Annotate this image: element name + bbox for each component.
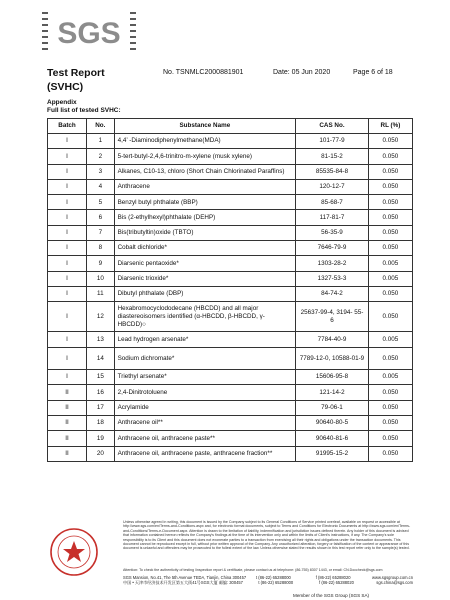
rl-cell: 0.050 xyxy=(368,149,412,164)
batch-cell: I xyxy=(48,134,87,149)
substance-cell: Acrylamide xyxy=(114,400,295,415)
table-row xyxy=(48,225,413,240)
table-row xyxy=(48,332,413,347)
substance-cell: Anthracene oil** xyxy=(114,415,295,430)
batch-cell: I xyxy=(48,179,87,194)
cas-cell: 81-15-2 xyxy=(296,149,369,164)
report-header xyxy=(47,67,413,101)
rl-cell: 0.050 xyxy=(368,210,412,225)
batch-cell: I xyxy=(48,302,87,332)
substance-cell: Hexabromocyclododecane (HBCDD) and all major diastereoisomers identified (α-HBCDD, β-HBCDD, γ-HBCDD)○ xyxy=(114,302,295,332)
no-cell: 7 xyxy=(87,225,115,240)
cas-cell: 85-68-7 xyxy=(296,195,369,210)
table-row xyxy=(48,286,413,301)
table-row xyxy=(48,164,413,179)
telephone: t (86-22) 65288000 xyxy=(256,575,291,580)
no-cell: 3 xyxy=(87,164,115,179)
rl-cell: 0.005 xyxy=(368,256,412,271)
company-seal-icon xyxy=(49,527,99,577)
column-header-cas: CAS No. xyxy=(296,119,369,134)
substance-cell: 2,4-Dinitrotoluene xyxy=(114,385,295,400)
table-row xyxy=(48,149,413,164)
authenticity-notice: Attention: To check the authenticity of testing /inspection report & certificate, please contact us at telephone: (86-755) 8307 1443, or email: CN.Doccheck@sgs.com xyxy=(123,568,383,572)
batch-cell: I xyxy=(48,332,87,347)
batch-cell: II xyxy=(48,431,87,446)
telephone: t (86-22) 65288000 xyxy=(258,580,294,586)
no-cell: 19 xyxy=(87,431,115,446)
rl-cell: 0.050 xyxy=(368,302,412,332)
page-footer xyxy=(47,519,413,599)
rl-cell: 0.050 xyxy=(368,241,412,256)
appendix-title: Appendix xyxy=(47,99,77,106)
batch-cell: I xyxy=(48,286,87,301)
no-cell: 13 xyxy=(87,332,115,347)
report-subtitle: (SVHC) xyxy=(47,81,84,93)
rl-cell: 0.050 xyxy=(368,446,412,461)
appendix-subtitle: Full list of tested SVHC: xyxy=(47,107,121,114)
cas-cell: 15606-95-8 xyxy=(296,370,369,385)
column-header-no: No. xyxy=(87,119,115,134)
batch-cell: I xyxy=(48,241,87,256)
substance-cell: 4,4’ -Diaminodiphenylmethane(MDA) xyxy=(114,134,295,149)
table-row xyxy=(48,241,413,256)
substance-cell: 5-tert-butyl-2,4,6-trinitro-m-xylene (musk xylene) xyxy=(114,149,295,164)
substance-cell: Anthracene xyxy=(114,179,295,194)
substance-cell: Dibutyl phthalate (DBP) xyxy=(114,286,295,301)
no-cell: 9 xyxy=(87,256,115,271)
website-link[interactable]: www.sgsgroup.com.cn xyxy=(372,575,413,580)
table-row xyxy=(48,431,413,446)
svg-text:SGS: SGS xyxy=(57,17,121,50)
fax: f (86-22) 65288020 xyxy=(315,575,351,580)
substance-cell: Diarsenic trioxide* xyxy=(114,271,295,286)
rl-cell: 0.050 xyxy=(368,195,412,210)
cas-cell: 90640-80-5 xyxy=(296,415,369,430)
cas-cell: 1327-53-3 xyxy=(296,271,369,286)
column-header-rl: RL (%) xyxy=(368,119,412,134)
cas-cell: 117-81-7 xyxy=(296,210,369,225)
substance-cell: Triethyl arsenate* xyxy=(114,370,295,385)
rl-cell: 0.050 xyxy=(368,431,412,446)
batch-cell: I xyxy=(48,164,87,179)
address-chinese: 中国 • 天津市经济技术开发区第五大街41号SGS大厦 邮编: 300457 xyxy=(123,580,243,586)
no-cell: 18 xyxy=(87,415,115,430)
table-row xyxy=(48,400,413,415)
substance-cell: Alkanes, C10-13, chloro (Short Chain Chlorinated Paraffins) xyxy=(114,164,295,179)
no-cell: 4 xyxy=(87,179,115,194)
batch-cell: I xyxy=(48,347,87,370)
substance-cell: Diarsenic pentaoxide* xyxy=(114,256,295,271)
no-cell: 10 xyxy=(87,271,115,286)
batch-cell: I xyxy=(48,149,87,164)
rl-cell: 0.050 xyxy=(368,225,412,240)
svhc-table xyxy=(47,118,413,462)
cas-cell: 121-14-2 xyxy=(296,385,369,400)
cas-cell: 85535-84-8 xyxy=(296,164,369,179)
company-address xyxy=(123,575,413,585)
legal-disclaimer: Unless otherwise agreed in writing, this document is issued by the Company subject to its General Conditions of Service printed overleaf, available on request or accessible at http://www.sgs.com/en/Terms-and-Conditions.aspx and, for electronic format documents, subject to Terms and Conditions for Electronic Documents at http://www.sgs.com/en/Terms-and-Conditions/Terms-e-Document.aspx. Attention is drawn to the limitation of liability, indemnification and jurisdiction issues defined therein. Any holder of this document is advised that information contained hereon reflects the Company's findings at the time of its intervention only and within the limits of Client's instructions, if any. The Company's sole responsibility is to its Client and this document does not exonerate parties to a transaction from exercising all their rights and obligations under the transaction documents. This document cannot be reproduced except in full, without prior written approval of the Company. Any unauthorized alteration, forgery or falsification of the content or appearance of this document is unlawful and offenders may be prosecuted to the fullest extent of the law. Unless otherwise stated the results shown in this test report refer only to the sample(s) tested. xyxy=(123,520,411,551)
batch-cell: II xyxy=(48,415,87,430)
cas-cell: 7646-79-9 xyxy=(296,241,369,256)
fax: f (86-22) 65288020 xyxy=(319,580,354,586)
batch-cell: I xyxy=(48,370,87,385)
no-cell: 6 xyxy=(87,210,115,225)
batch-cell: I xyxy=(48,195,87,210)
no-cell: 20 xyxy=(87,446,115,461)
batch-cell: II xyxy=(48,446,87,461)
rl-cell: 0.005 xyxy=(368,332,412,347)
cas-cell: 25637-99-4, 3194- 55-6 xyxy=(296,302,369,332)
page-number: Page 6 of 18 xyxy=(353,69,393,76)
table-row xyxy=(48,415,413,430)
report-number: No. TSNMLC2000881901 xyxy=(163,69,244,76)
table-row xyxy=(48,134,413,149)
table-row xyxy=(48,256,413,271)
substance-cell: Lead hydrogen arsenate* xyxy=(114,332,295,347)
cas-cell: 120-12-7 xyxy=(296,179,369,194)
cas-cell: 84-74-2 xyxy=(296,286,369,301)
report-date: Date: 05 Jun 2020 xyxy=(273,69,331,76)
cas-cell: 7789-12-0, 10588-01-9 xyxy=(296,347,369,370)
rl-cell: 0.050 xyxy=(368,385,412,400)
substance-cell: Bis(tributyltin)oxide (TBTO) xyxy=(114,225,295,240)
table-row xyxy=(48,385,413,400)
batch-cell: I xyxy=(48,256,87,271)
no-cell: 16 xyxy=(87,385,115,400)
substance-cell: Sodium dichromate* xyxy=(114,347,295,370)
table-row xyxy=(48,271,413,286)
rl-cell: 0.050 xyxy=(368,400,412,415)
report-title: Test Report xyxy=(47,67,105,79)
table-row xyxy=(48,302,413,332)
no-cell: 11 xyxy=(87,286,115,301)
batch-cell: II xyxy=(48,400,87,415)
cas-cell: 90640-81-6 xyxy=(296,431,369,446)
rl-cell: 0.050 xyxy=(368,415,412,430)
rl-cell: 0.050 xyxy=(368,347,412,370)
no-cell: 2 xyxy=(87,149,115,164)
rl-cell: 0.005 xyxy=(368,271,412,286)
batch-cell: I xyxy=(48,210,87,225)
no-cell: 17 xyxy=(87,400,115,415)
no-cell: 1 xyxy=(87,134,115,149)
cas-cell: 7784-40-9 xyxy=(296,332,369,347)
rl-cell: 0.050 xyxy=(368,134,412,149)
cas-cell: 101-77-9 xyxy=(296,134,369,149)
no-cell: 8 xyxy=(87,241,115,256)
table-row xyxy=(48,446,413,461)
member-statement: Member of the SGS Group (SGS SA) xyxy=(293,593,370,598)
substance-cell: Anthracene oil, anthracene paste** xyxy=(114,431,295,446)
address-english: SGS Mansion, No.41, The 5th Avenue TEDA, Tianjin, China 300457 xyxy=(123,575,247,580)
column-header-substance: Substance Name xyxy=(114,119,295,134)
cas-cell: 56-35-9 xyxy=(296,225,369,240)
rl-cell: 0.050 xyxy=(368,179,412,194)
email-link[interactable]: sgs.china@sgs.com xyxy=(376,580,413,586)
cas-cell: 79-06-1 xyxy=(296,400,369,415)
appendix-heading xyxy=(47,99,121,115)
substance-cell: Cobalt dichloride* xyxy=(114,241,295,256)
cas-cell: 1303-28-2 xyxy=(296,256,369,271)
substance-cell: Anthracene oil, anthracene paste, anthracene fraction** xyxy=(114,446,295,461)
table-row xyxy=(48,370,413,385)
no-cell: 14 xyxy=(87,347,115,370)
batch-cell: II xyxy=(48,385,87,400)
rl-cell: 0.050 xyxy=(368,286,412,301)
table-row xyxy=(48,179,413,194)
column-header-batch: Batch xyxy=(48,119,87,134)
table-row xyxy=(48,210,413,225)
table-row xyxy=(48,195,413,210)
table-row xyxy=(48,347,413,370)
cas-cell: 91995-15-2 xyxy=(296,446,369,461)
sgs-logo xyxy=(42,10,138,62)
no-cell: 15 xyxy=(87,370,115,385)
no-cell: 12 xyxy=(87,302,115,332)
substance-cell: Benzyl butyl phthalate (BBP) xyxy=(114,195,295,210)
no-cell: 5 xyxy=(87,195,115,210)
batch-cell: I xyxy=(48,271,87,286)
batch-cell: I xyxy=(48,225,87,240)
rl-cell: 0.050 xyxy=(368,164,412,179)
table-header-row xyxy=(48,119,413,134)
rl-cell: 0.005 xyxy=(368,370,412,385)
substance-cell: Bis (2-ethylhexyl)phthalate (DEHP) xyxy=(114,210,295,225)
